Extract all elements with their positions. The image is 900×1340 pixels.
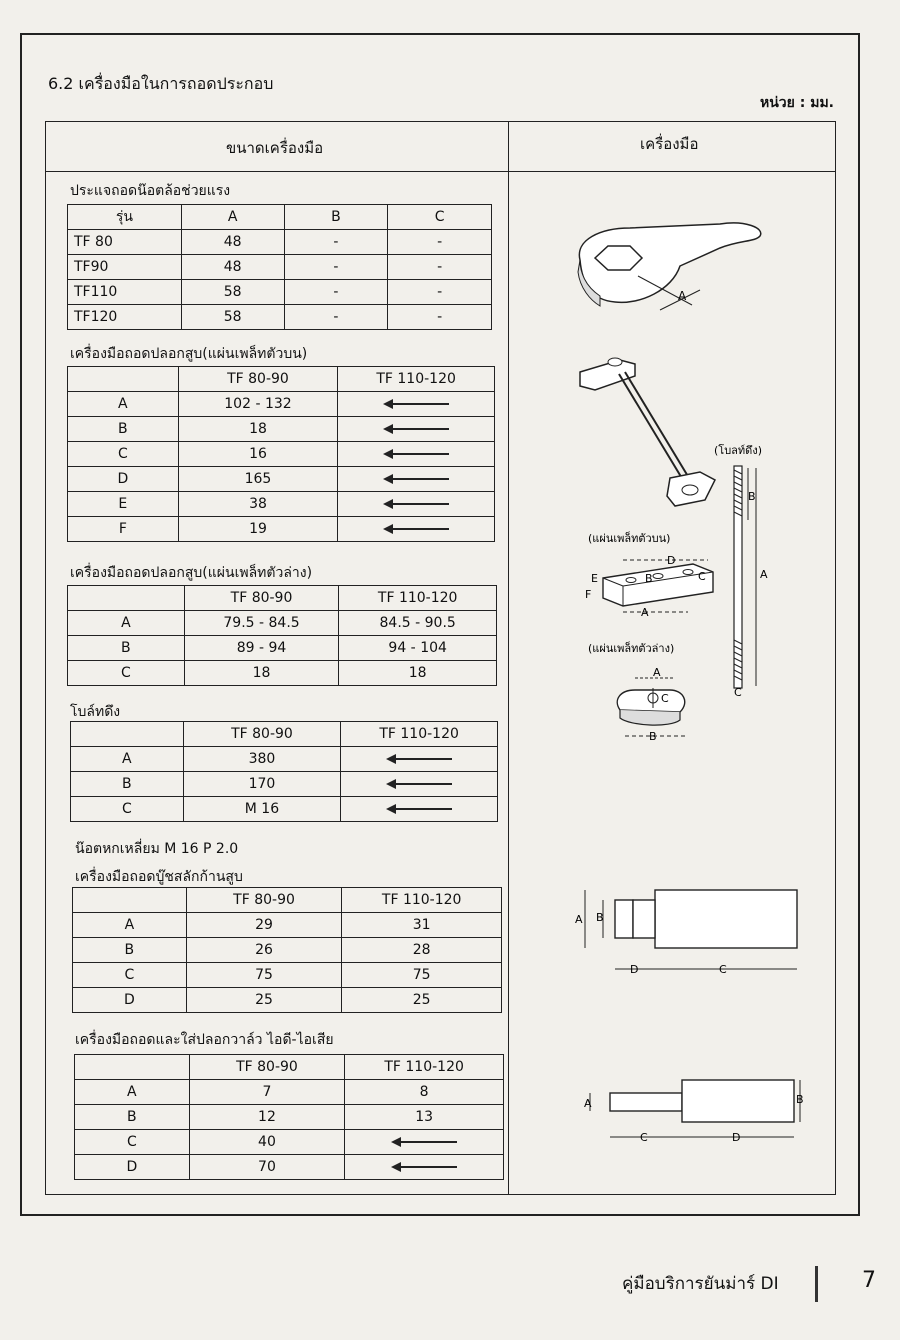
dimension-f-label: F [585,588,592,601]
col-header: TF 80-90 [189,1055,345,1080]
table-row [68,255,492,280]
dimension-a-label: A [678,289,687,303]
value-cell: 29 [186,913,342,938]
left-arrow-icon [386,779,452,789]
value-cell: 25 [342,988,502,1013]
col-header [71,722,184,747]
col-header: TF 80-90 [178,367,338,392]
left-arrow-icon [391,1137,457,1147]
model-cell: TF120 [68,305,182,330]
dimension-d-label: D [630,963,639,976]
table-row [75,1130,504,1155]
value-cell: - [284,255,388,280]
row-label: A [71,747,184,772]
dimension-c-label: C [640,1131,648,1144]
value-cell: 48 [181,255,284,280]
valve-guide-tool-title: เครื่องมือถอดและใส่ปลอกวาล์ว ไอดี-ไอเสีย [75,1032,334,1048]
value-cell: 28 [342,938,502,963]
table-header-row [73,888,502,913]
upper-plate-tool-title: เครื่องมือถอดปลอกสูบ(แผ่นเพล็ทตัวบน) [70,346,308,362]
same-value-cell [341,747,498,772]
footer-title: คู่มือบริการยันม่าร์ DI [622,1274,779,1294]
value-cell: 31 [342,913,502,938]
col-header [68,586,185,611]
col-header: รุ่น [68,205,182,230]
value-cell: 94 - 104 [339,636,497,661]
wheel-nut-wrench-table [67,204,492,330]
value-cell: M 16 [183,797,341,822]
table-row [75,1155,504,1180]
table-row [68,417,495,442]
dimension-b-label: B [748,490,756,503]
value-cell: 18 [178,417,338,442]
row-label: C [73,963,187,988]
value-cell: - [284,230,388,255]
col-header: B [284,205,388,230]
upper-plate-illustration [583,530,728,625]
left-arrow-icon [383,399,449,409]
table-row [71,797,498,822]
same-value-cell [338,417,495,442]
col-header [73,888,187,913]
row-label: C [71,797,184,822]
lower-plate-label: (แผ่นเพล็ทตัวล่าง) [588,642,675,655]
model-cell: TF110 [68,280,182,305]
same-value-cell [338,442,495,467]
value-cell: 26 [186,938,342,963]
table-header-row [68,205,492,230]
table-row [73,913,502,938]
col-header: TF 110-120 [339,586,497,611]
table-row [68,467,495,492]
same-value-cell [345,1130,504,1155]
valve-guide-tool-illustration [582,1075,812,1155]
row-label: D [73,988,187,1013]
value-cell: 8 [345,1080,504,1105]
column-divider [508,122,509,1194]
value-cell: 75 [186,963,342,988]
dimension-b-label: B [645,572,653,585]
valve-guide-tool-table [74,1054,504,1180]
col-header: TF 80-90 [186,888,342,913]
left-arrow-icon [383,474,449,484]
dimension-a-label: A [584,1097,592,1110]
unit-label: หน่วย : มม. [760,95,834,111]
dimension-c-label: C [661,692,669,705]
col-header: TF 80-90 [183,722,341,747]
lower-plate-tool-title: เครื่องมือถอดปลอกสูบ(แผ่นเพล็ทตัวล่าง) [70,565,313,581]
row-label: A [73,913,187,938]
left-arrow-icon [383,499,449,509]
col-header: TF 110-120 [345,1055,504,1080]
value-cell: 58 [181,280,284,305]
same-value-cell [338,392,495,417]
row-label: E [68,492,179,517]
footer-divider [815,1266,818,1302]
model-cell: TF 80 [68,230,182,255]
upper-plate-label: (แผ่นเพล็ทตัวบน) [588,532,671,545]
same-value-cell [338,492,495,517]
left-arrow-icon [383,424,449,434]
col-header: TF 80-90 [184,586,339,611]
row-label: D [75,1155,190,1180]
value-cell: 19 [178,517,338,542]
dimension-c-label: C [719,963,727,976]
table-row [68,392,495,417]
value-cell: 7 [189,1080,345,1105]
value-cell: 79.5 - 84.5 [184,611,339,636]
row-label: A [68,392,179,417]
tool-size-header: ขนาดเครื่องมือ [226,139,324,157]
value-cell: 102 - 132 [178,392,338,417]
value-cell: 165 [178,467,338,492]
same-value-cell [338,517,495,542]
dimension-c-label: C [698,570,706,583]
dimension-d-label: D [667,554,676,567]
value-cell: - [388,255,492,280]
table-row [75,1080,504,1105]
value-cell: - [388,230,492,255]
value-cell: 18 [184,661,339,686]
dimension-a-label: A [760,568,768,581]
value-cell: 18 [339,661,497,686]
table-row [68,442,495,467]
table-row [68,517,495,542]
row-label: B [68,636,185,661]
col-header [68,367,179,392]
table-row [75,1105,504,1130]
value-cell: 38 [178,492,338,517]
col-header: TF 110-120 [342,888,502,913]
dimension-b-label: B [796,1093,804,1106]
lower-plate-tool-table [67,585,497,686]
value-cell: 12 [189,1105,345,1130]
dimension-b-label: B [649,730,657,743]
piston-pin-bush-tool-title: เครื่องมือถอดบู๊ชสลักก้านสูบ [75,869,243,885]
table-header-row [71,722,498,747]
row-label: B [71,772,184,797]
row-label: B [73,938,187,963]
row-label: D [68,467,179,492]
value-cell: 48 [181,230,284,255]
table-row [68,230,492,255]
row-label: C [68,442,179,467]
piston-pin-bush-tool-table [72,887,502,1013]
table-header-row [75,1055,504,1080]
same-value-cell [345,1155,504,1180]
value-cell: 380 [183,747,341,772]
dimension-a-label: A [575,913,583,926]
value-cell: - [388,280,492,305]
row-label: A [75,1080,190,1105]
same-value-cell [341,797,498,822]
dimension-e-label: E [591,572,598,585]
row-label: B [75,1105,190,1130]
value-cell: 40 [189,1130,345,1155]
dimension-a-label: A [653,666,661,679]
dimension-c-label: C [734,686,742,699]
row-label: A [68,611,185,636]
table-row [68,305,492,330]
wheel-nut-wrench-title: ประแจถอดน๊อตล้อช่วยแรง [70,183,231,199]
piston-pin-bush-tool-illustration [575,885,805,985]
table-row [68,661,497,686]
value-cell: 75 [342,963,502,988]
left-arrow-icon [391,1162,457,1172]
col-header: A [181,205,284,230]
value-cell: - [284,305,388,330]
value-cell: 58 [181,305,284,330]
value-cell: - [284,280,388,305]
table-header-row [68,586,497,611]
value-cell: - [388,305,492,330]
value-cell: 84.5 - 90.5 [339,611,497,636]
table-row [68,611,497,636]
value-cell: 89 - 94 [184,636,339,661]
same-value-cell [338,467,495,492]
table-row [73,963,502,988]
pull-bolt-label: (โบลท์ดึง) [714,444,762,457]
table-row [68,280,492,305]
tool-header: เครื่องมือ [640,135,699,153]
value-cell: 13 [345,1105,504,1130]
row-label: F [68,517,179,542]
pull-bolt-table [70,721,498,822]
left-arrow-icon [386,804,452,814]
model-cell: TF90 [68,255,182,280]
table-row [68,492,495,517]
dimension-d-label: D [732,1131,741,1144]
table-row [71,747,498,772]
col-header: TF 110-120 [341,722,498,747]
row-label: C [75,1130,190,1155]
col-header [75,1055,190,1080]
table-row [71,772,498,797]
table-row [73,988,502,1013]
value-cell: 70 [189,1155,345,1180]
value-cell: 170 [183,772,341,797]
dimension-b-label: B [596,911,604,924]
upper-plate-tool-table [67,366,495,542]
value-cell: 25 [186,988,342,1013]
left-arrow-icon [386,754,452,764]
section-title: 6.2 เครื่องมือในการถอดประกอบ [48,74,274,93]
left-arrow-icon [383,524,449,534]
wheel-nut-wrench-illustration [560,210,770,325]
lower-plate-illustration [585,640,705,745]
left-arrow-icon [383,449,449,459]
table-row [73,938,502,963]
pull-bolt-title: โบล์ทดึง [70,704,121,720]
dimension-a-label: A [641,606,649,619]
row-label: C [68,661,185,686]
page-number: 7 [862,1268,876,1293]
value-cell: 16 [178,442,338,467]
table-row [68,636,497,661]
row-label: B [68,417,179,442]
table-header-row [68,367,495,392]
hex-nut-note: น๊อตหกเหลี่ยม M 16 P 2.0 [75,841,239,857]
col-header: C [388,205,492,230]
header-divider [46,171,835,172]
same-value-cell [341,772,498,797]
col-header: TF 110-120 [338,367,495,392]
